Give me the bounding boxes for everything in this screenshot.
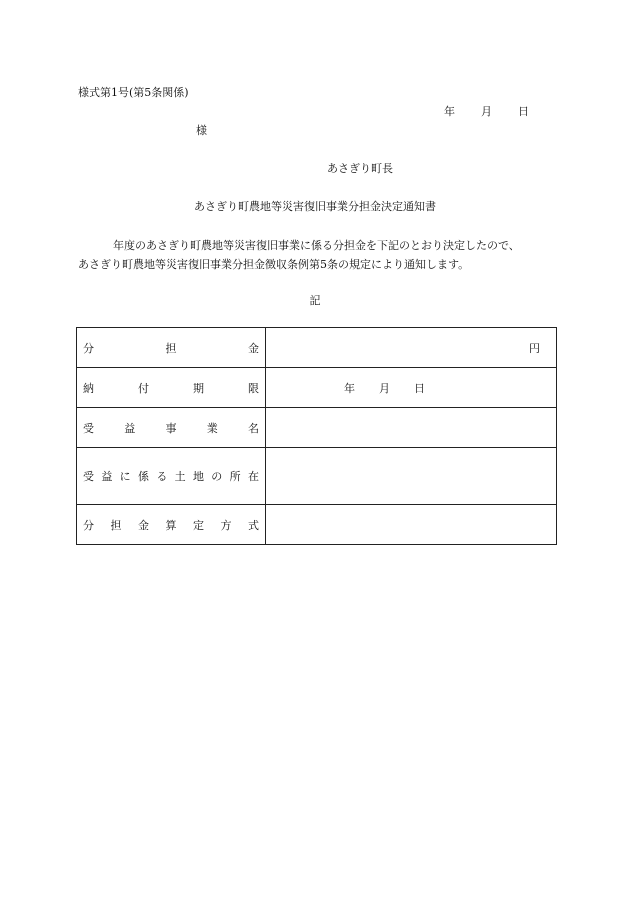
body-line-1: 年度のあさぎり町農地等災害復旧事業に係る分担金を下記のとおり決定したので、 — [113, 239, 520, 252]
label-char: る — [156, 470, 168, 483]
value-calculation-method[interactable] — [266, 505, 557, 545]
value-amount[interactable] — [266, 328, 557, 368]
body-text — [78, 236, 520, 274]
label-char: 担 — [110, 518, 122, 532]
date-year: 年 — [444, 105, 455, 118]
form-number: 様式第1号(第5条関係) — [78, 86, 189, 99]
label-char: 業 — [206, 421, 218, 435]
label-char: 受 — [83, 421, 94, 435]
label-char: 方 — [220, 518, 232, 532]
value-due-date[interactable] — [266, 368, 557, 408]
table-row — [77, 408, 557, 448]
body-line-2: あさぎり町農地等災害復旧事業分担金徴収条例第5条の規定により通知します。 — [78, 258, 470, 271]
label-char: 所 — [229, 470, 241, 483]
label-char: 在 — [247, 470, 259, 483]
label-char: 名 — [248, 421, 259, 435]
due-day: 日 — [414, 381, 425, 395]
date-day: 日 — [518, 105, 529, 118]
label-char: 受 — [83, 470, 94, 483]
detail-table — [76, 327, 557, 545]
ki-heading: 記 — [309, 294, 321, 307]
due-month: 月 — [379, 381, 390, 395]
due-year: 年 — [344, 381, 355, 395]
row-label-calculation-method — [77, 505, 266, 545]
issuer: あさぎり町長 — [327, 162, 393, 175]
label-char: 定 — [193, 518, 204, 532]
row-label-land-location — [77, 448, 266, 505]
label-char: 係 — [137, 470, 149, 483]
label-char: 土 — [174, 470, 186, 483]
label-char: 金 — [248, 341, 259, 355]
label-char: 事 — [165, 421, 177, 435]
addressee-suffix: 様 — [196, 124, 207, 137]
row-label-project-name — [77, 408, 266, 448]
label-char: 算 — [165, 518, 177, 532]
row-label-due-date — [77, 368, 266, 408]
table-row — [77, 505, 557, 545]
row-label-amount — [77, 328, 266, 368]
label-char: 分 — [83, 518, 94, 532]
table-row — [77, 448, 557, 505]
label-char: 益 — [124, 421, 136, 435]
table-row — [77, 368, 557, 408]
label-char: 納 — [83, 381, 94, 395]
label-char: 分 — [83, 341, 94, 355]
label-char: 期 — [193, 381, 204, 395]
date-line — [444, 103, 529, 119]
value-land-location[interactable] — [266, 448, 557, 505]
label-char: 付 — [138, 381, 149, 395]
label-char: 限 — [248, 381, 259, 395]
label-char: 担 — [165, 341, 177, 355]
label-char: 益 — [101, 470, 113, 483]
label-char: 金 — [138, 518, 149, 532]
date-month: 月 — [481, 105, 492, 118]
value-project-name[interactable] — [266, 408, 557, 448]
label-char: 式 — [248, 518, 259, 532]
yen-unit: 円 — [529, 341, 540, 355]
label-char: の — [211, 470, 223, 483]
document-title: あさぎり町農地等災害復旧事業分担金決定通知書 — [194, 200, 436, 213]
label-char: 地 — [192, 470, 204, 483]
label-char: に — [119, 470, 131, 483]
due-date — [344, 380, 425, 396]
table-row — [77, 328, 557, 368]
